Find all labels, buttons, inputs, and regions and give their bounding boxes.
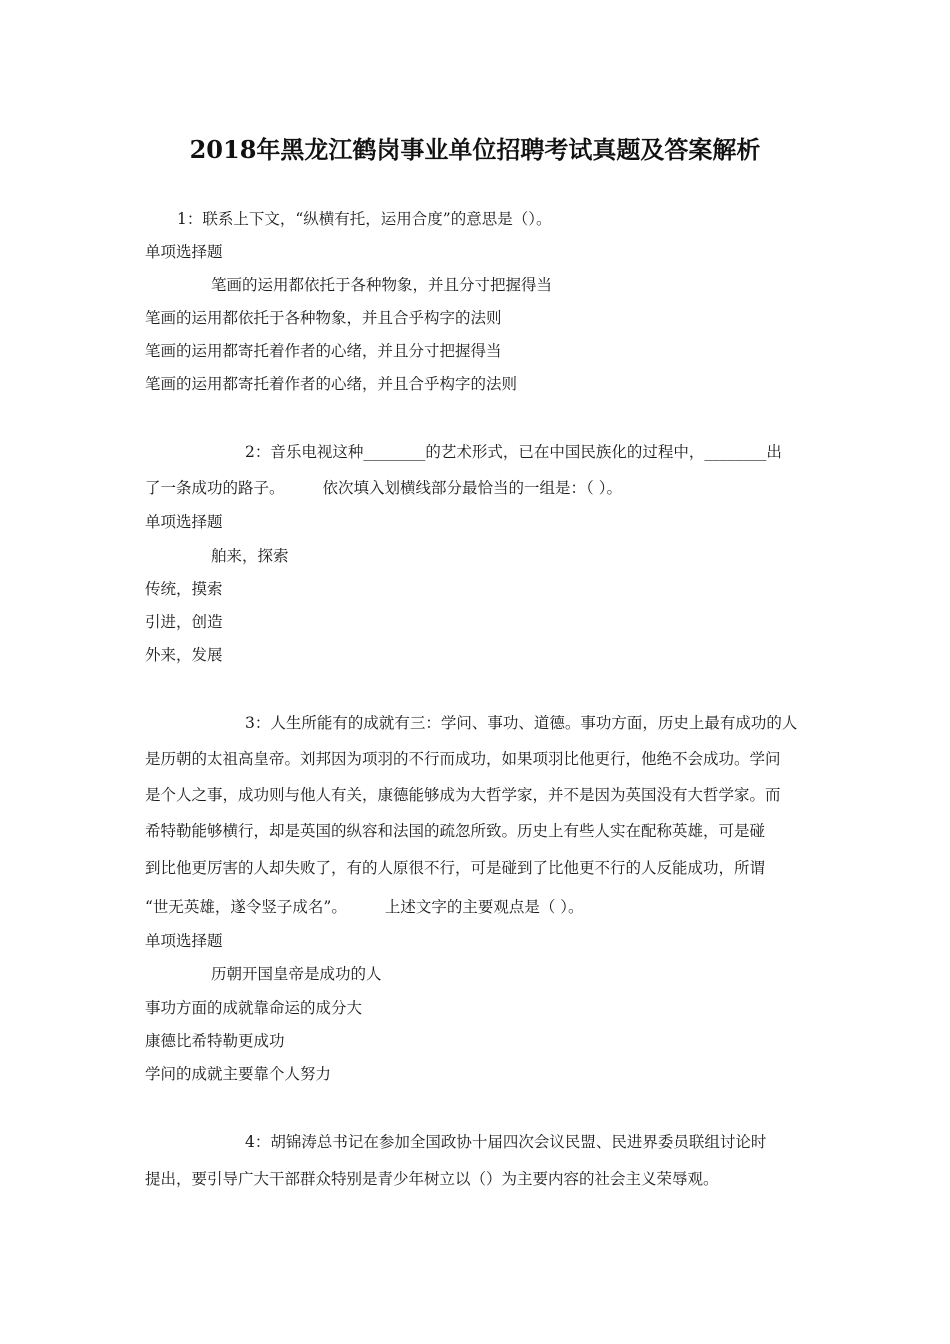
question-3-option-d: 学问的成就主要靠个人努力 [145, 1065, 332, 1083]
question-1-option-a: 笔画的运用都依托于各种物象，并且分寸把握得当 [211, 276, 553, 294]
document-title: 2018年黑龙江鹤岗事业单位招聘考试真题及答案解析 [189, 135, 761, 164]
question-2-stem-text: 了一条成功的路子。 [145, 479, 285, 497]
question-1-option-b: 笔画的运用都依托于各种物象，并且合乎构字的法则 [145, 309, 502, 327]
question-3-prompt: 上述文字的主要观点是（ ）。 [384, 898, 584, 916]
question-3-type: 单项选择题 [145, 932, 223, 950]
question-3-stem-line-3: 是个人之事，成功则与他人有关，康德能够成为大哲学家，并不是因为英国没有大哲学家。而 [145, 786, 781, 804]
question-3-stem-text: “世无英雄，遂令竖子成名”。 [145, 898, 347, 916]
question-2-stem-line-1: 2：音乐电视这种________的艺术形式，已在中国民族化的过程中，________出 [245, 443, 782, 461]
question-3-stem-line-5: 到比他更厉害的人却失败了，有的人原很不行，可是碰到了比他更不行的人反能成功，所谓 [145, 859, 766, 877]
question-3-stem-line-4: 希特勒能够横行，却是英国的纵容和法国的疏忽所致。历史上有些人实在配称英雄，可是碰 [145, 822, 766, 840]
question-2-prompt: 依次填入划横线部分最恰当的一组是：（ ）。 [322, 479, 622, 497]
question-3-stem-line-2: 是历朝的太祖高皇帝。刘邦因为项羽的不行而成功，如果项羽比他更行，他绝不会成功。学问 [145, 750, 781, 768]
question-1-stem: 1：联系上下文，“纵横有托，运用合度”的意思是（）。 [177, 210, 552, 228]
question-2-option-d: 外来，发展 [145, 646, 223, 664]
question-1-option-d: 笔画的运用都寄托着作者的心绪，并且合乎构字的法则 [145, 375, 518, 393]
question-3-stem-line-6 [145, 891, 810, 924]
question-3-option-a: 历朝开国皇帝是成功的人 [211, 965, 382, 983]
question-2-option-c: 引进，创造 [145, 613, 223, 631]
question-3-option-c: 康德比希特勒更成功 [145, 1032, 285, 1050]
question-4-stem-line-2: 提出，要引导广大干部群众特别是青少年树立以（）为主要内容的社会主义荣辱观。 [145, 1170, 719, 1188]
question-3-stem-line-1: 3：人生所能有的成就有三：学问、事功、道德。事功方面，历史上最有成功的人 [245, 714, 798, 732]
question-3-option-b: 事功方面的成就靠命运的成分大 [145, 999, 363, 1017]
question-2-stem-line-2 [145, 472, 810, 505]
question-1-option-c: 笔画的运用都寄托着作者的心绪，并且分寸把握得当 [145, 342, 502, 360]
question-1-type: 单项选择题 [145, 243, 223, 261]
question-2-option-b: 传统，摸索 [145, 580, 223, 598]
question-2-type: 单项选择题 [145, 513, 223, 531]
question-4-stem-line-1: 4：胡锦涛总书记在参加全国政协十届四次会议民盟、民进界委员联组讨论时 [245, 1133, 767, 1151]
question-2-option-a: 舶来，探索 [211, 547, 289, 565]
